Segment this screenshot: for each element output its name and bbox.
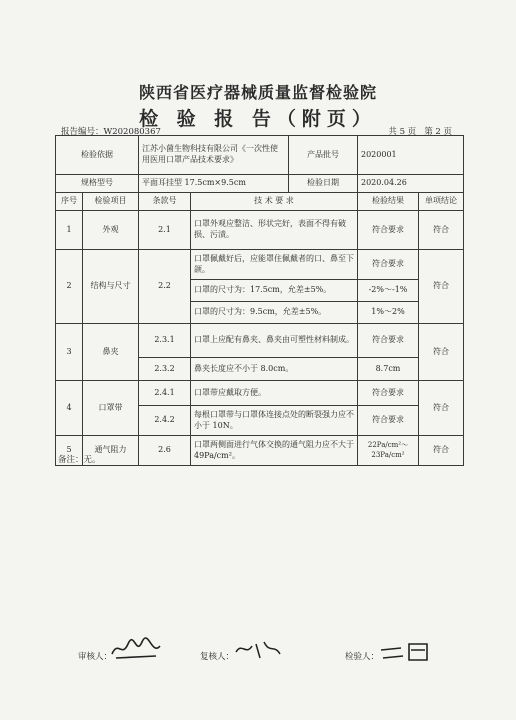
- row-conclusion: 符合: [419, 211, 464, 250]
- basis-value: 江苏小菌生物科技有限公司《一次性使用医用口罩产品技术要求》: [139, 136, 289, 175]
- row-clause: 2.4.1: [139, 381, 191, 406]
- total-pages: 共 5 页: [388, 127, 417, 137]
- row-requirement: 口罩的尺寸为：17.5cm，允差±5%。: [191, 280, 358, 302]
- row-clause: 2.2: [139, 250, 191, 324]
- row-result: 8.7cm: [358, 358, 419, 381]
- page-number: 第 2 页: [424, 127, 452, 137]
- table-row: [56, 436, 464, 466]
- row-item: 鼻夹: [83, 324, 139, 381]
- table-row: [56, 211, 464, 250]
- handwritten-signature-icon: [230, 634, 290, 664]
- row-seq: 4: [56, 381, 83, 436]
- row-requirement: 口罩上应配有鼻夹、鼻夹由可塑性材料制成。: [191, 324, 358, 358]
- row-clause: 2.3.1: [139, 324, 191, 358]
- remark: 备注：无。: [58, 455, 101, 465]
- table-row: [56, 250, 464, 280]
- row-seq: 2: [56, 250, 83, 324]
- row-result: 符合要求: [358, 381, 419, 406]
- row-result: 1%～2%: [358, 302, 419, 324]
- rechecker-signature: [200, 650, 234, 662]
- report-title: 检 验 报 告（附页）: [139, 108, 377, 130]
- col-requirement: 技 术 要 求: [191, 193, 358, 211]
- row-result: 符合要求: [358, 250, 419, 280]
- row-result: -2%～-1%: [358, 280, 419, 302]
- row-item: 通气阻力: [83, 436, 139, 466]
- row-clause: 2.3.2: [139, 358, 191, 381]
- row-seq: 5: [56, 436, 83, 466]
- row-requirement: 口罩带应戴取方便。: [191, 381, 358, 406]
- basis-label: 检验依据: [56, 136, 139, 175]
- reviewer-label: 审核人：: [78, 652, 113, 662]
- col-seq: 序号: [56, 193, 83, 211]
- info-row-spec: [56, 175, 464, 193]
- date-value: 2020.04.26: [358, 175, 464, 193]
- row-item: 口罩带: [83, 381, 139, 436]
- handwritten-signature-icon: [108, 634, 168, 664]
- col-conclusion: 单项结论: [419, 193, 464, 211]
- row-clause: 2.1: [139, 211, 191, 250]
- row-requirement: 口罩的尺寸为：9.5cm，允差±5%。: [191, 302, 358, 324]
- institute-name: 陕西省医疗器械质量监督检验院: [138, 83, 377, 102]
- col-clause: 条款号: [139, 193, 191, 211]
- row-clause: 2.6: [139, 436, 191, 466]
- row-result: 符合要求: [358, 324, 419, 358]
- row-requirement: 口罩外观应整洁、形状完好，表面不得有破损、污渍。: [191, 211, 358, 250]
- col-item: 检验项目: [83, 193, 139, 211]
- col-result: 检验结果: [358, 193, 419, 211]
- row-item: 外观: [83, 211, 139, 250]
- date-label: 检验日期: [289, 175, 358, 193]
- rechecker-label: 复核人：: [200, 652, 235, 662]
- row-seq: 1: [56, 211, 83, 250]
- row-seq: 3: [56, 324, 83, 381]
- spec-label: 规格型号: [56, 175, 139, 193]
- handwritten-signature-icon: [375, 634, 435, 664]
- spec-value: 平面耳挂型 17.5cm×9.5cm: [139, 175, 289, 193]
- batch-label: 产品批号: [289, 136, 358, 175]
- row-requirement: 每根口罩带与口罩体连接点处的断裂强力应不小于 10N。: [191, 406, 358, 436]
- table-header-row: [56, 193, 464, 211]
- row-requirement: 口罩佩戴好后，应能罩住佩戴者的口、鼻至下颌。: [191, 250, 358, 280]
- row-conclusion: 符合: [419, 381, 464, 436]
- report-number: 报告编号：W202080367: [61, 127, 161, 137]
- row-clause: 2.4.2: [139, 406, 191, 436]
- table-row: [56, 324, 464, 358]
- row-item: 结构与尺寸: [83, 250, 139, 324]
- reviewer-signature: [78, 650, 112, 662]
- row-conclusion: 符合: [419, 436, 464, 466]
- inspector-signature: [345, 650, 379, 662]
- row-conclusion: 符合: [419, 324, 464, 381]
- row-result: 22Pa/cm²～23Pa/cm²: [358, 436, 419, 466]
- info-row-basis: [56, 136, 464, 175]
- report-table: [55, 135, 464, 466]
- table-row: [56, 381, 464, 406]
- row-result: 符合要求: [358, 211, 419, 250]
- row-result: 符合要求: [358, 406, 419, 436]
- row-requirement: 口罩两侧面进行气体交换的通气阻力应不大于 49Pa/cm²。: [191, 436, 358, 466]
- batch-value: 2020001: [358, 136, 464, 175]
- row-requirement: 鼻夹长度应不小于 8.0cm。: [191, 358, 358, 381]
- inspector-label: 检验人：: [345, 652, 380, 662]
- row-conclusion: 符合: [419, 250, 464, 324]
